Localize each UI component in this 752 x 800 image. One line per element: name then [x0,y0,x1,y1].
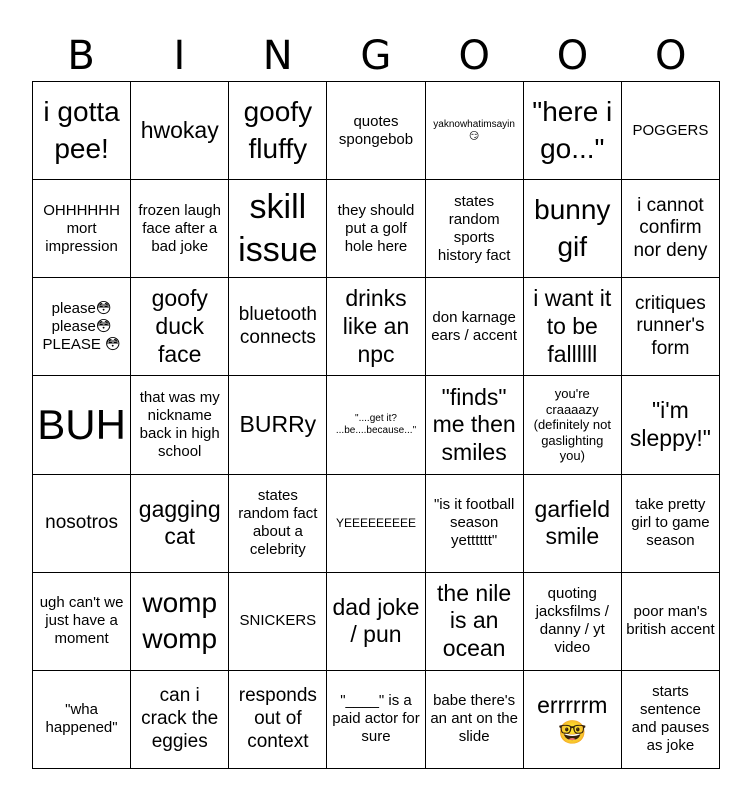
bingo-cell[interactable]: frozen laugh face after a bad joke [131,180,229,278]
bingo-cell[interactable]: please😳 please😳 PLEASE 😳 [33,278,131,376]
bingo-cell[interactable]: nosotros [33,475,131,573]
bingo-cell[interactable]: "wha happened" [33,671,131,769]
bingo-cell[interactable]: errrrrm 🤓 [524,671,622,769]
bingo-cell[interactable]: yaknowhatimsayin 😏 [426,82,524,180]
bingo-cell[interactable]: bunny gif [524,180,622,278]
bingo-cell[interactable]: can i crack the eggies [131,671,229,769]
bingo-cell[interactable]: babe there's an ant on the slide [426,671,524,769]
bingo-cell[interactable]: "....get it? ...be....because..." [327,376,425,474]
bingo-cell[interactable]: SNICKERS [229,573,327,671]
bingo-cell[interactable]: ugh can't we just have a moment [33,573,131,671]
bingo-cell[interactable]: "i'm sleppy!" [622,376,720,474]
header-letter: O [458,33,490,79]
bingo-header [32,30,720,82]
bingo-cell[interactable]: drinks like an npc [327,278,425,376]
bingo-cell[interactable]: don karnage ears / accent [426,278,524,376]
bingo-cell[interactable]: BURRy [229,376,327,474]
bingo-cell[interactable]: "here i go..." [524,82,622,180]
bingo-cell[interactable]: dad joke / pun [327,573,425,671]
bingo-cell[interactable]: hwokay [131,82,229,180]
header-letter: N [262,33,293,79]
bingo-cell[interactable]: YEEEEEEEEE [327,475,425,573]
bingo-cell[interactable]: states random sports history fact [426,180,524,278]
bingo-cell[interactable]: gagging cat [131,475,229,573]
bingo-cell[interactable]: skill issue [229,180,327,278]
bingo-cell[interactable]: starts sentence and pauses as joke [622,671,720,769]
bingo-board [32,81,720,769]
bingo-cell[interactable]: i want it to be fallllll [524,278,622,376]
bingo-cell[interactable]: the nile is an ocean [426,573,524,671]
header-letter: O [654,33,687,79]
header-letter: G [360,33,392,79]
bingo-cell[interactable]: bluetooth connects [229,278,327,376]
bingo-cell[interactable]: goofy duck face [131,278,229,376]
bingo-cell[interactable]: quoting jacksfilms / danny / yt video [524,573,622,671]
bingo-cell[interactable]: garfield smile [524,475,622,573]
header-letter: B [67,33,95,79]
bingo-cell[interactable]: POGGERS [622,82,720,180]
bingo-cell[interactable]: responds out of context [229,671,327,769]
bingo-cell[interactable]: i gotta pee! [33,82,131,180]
bingo-cell[interactable]: womp womp [131,573,229,671]
bingo-cell[interactable]: poor man's british accent [622,573,720,671]
bingo-cell[interactable]: states random fact about a celebrity [229,475,327,573]
header-letter: O [556,33,589,79]
bingo-cell[interactable]: you're craaaazy (definitely not gaslighting you) [524,376,622,474]
bingo-cell[interactable]: "is it football season yetttttt" [426,475,524,573]
bingo-cell[interactable]: critiques runner's form [622,278,720,376]
bingo-cell[interactable]: i cannot confirm nor deny [622,180,720,278]
bingo-cell[interactable]: they should put a golf hole here [327,180,425,278]
header-letter: I [173,33,186,79]
bingo-cell[interactable]: that was my nickname back in high school [131,376,229,474]
bingo-cell[interactable]: BUH [33,376,131,474]
bingo-cell[interactable]: quotes spongebob [327,82,425,180]
bingo-cell[interactable]: take pretty girl to game season [622,475,720,573]
bingo-cell[interactable]: goofy fluffy [229,82,327,180]
bingo-cell[interactable]: "finds" me then smiles [426,376,524,474]
bingo-cell[interactable]: OHHHHHH mort impression [33,180,131,278]
bingo-cell[interactable]: "____" is a paid actor for sure [327,671,425,769]
